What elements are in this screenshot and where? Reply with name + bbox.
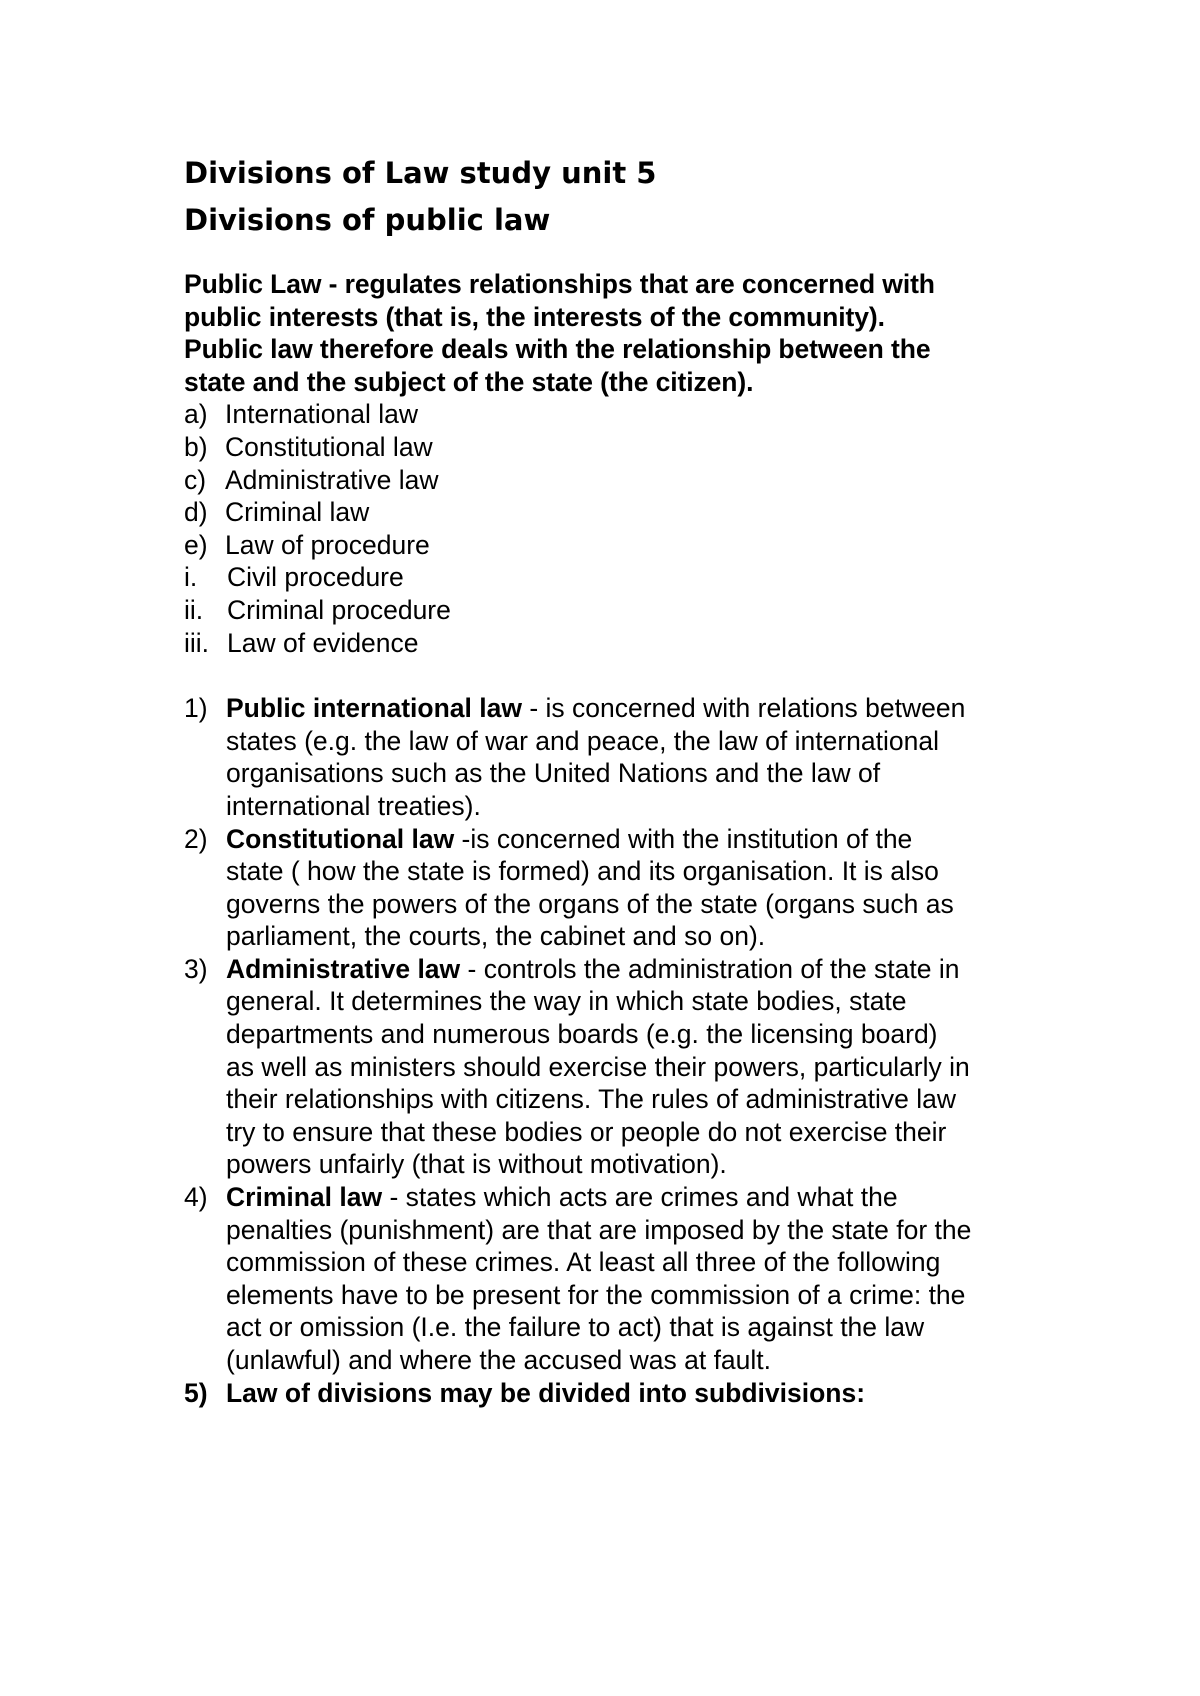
list-marker: b) — [184, 431, 208, 462]
explanation-constitutional-law — [184, 823, 1064, 953]
explanation-line: states (e.g. the law of war and peace, the law of international — [226, 725, 939, 756]
subdivision-item-civil-procedure — [184, 561, 1064, 594]
list-number: 5) — [184, 1377, 208, 1408]
division-label: Law of procedure — [225, 529, 430, 560]
list-marker: ii. — [184, 594, 204, 625]
definition-line: Public Law - regulates relationships that are concerned with — [184, 269, 935, 299]
explanation-first-line — [226, 1181, 1064, 1214]
definition-line: Public law therefore deals with the relationship between the — [184, 334, 931, 365]
explanation-term: Public international law — [226, 693, 522, 724]
definition-line: public interests (that is, the interests of the community). — [184, 301, 885, 332]
document-content — [184, 150, 1064, 1409]
explanation-first-line — [226, 953, 1064, 986]
explanation-subdivisions — [184, 1377, 1064, 1410]
list-number: 4) — [184, 1182, 208, 1213]
division-label: Constitutional law — [225, 431, 433, 462]
document-subtitle: Divisions of public law — [184, 203, 551, 237]
definition-line: state and the subject of the state (the citizen). — [184, 366, 754, 397]
explanation-line: elements have to be present for the commission of a crime: the — [226, 1279, 966, 1310]
list-number: 1) — [184, 693, 208, 724]
division-item-constitutional-law — [184, 431, 1064, 464]
explanation-line: penalties (punishment) are that are imposed by the state for the — [226, 1214, 972, 1245]
explanation-line: powers unfairly (that is without motivation). — [226, 1149, 727, 1180]
list-marker: i. — [184, 562, 198, 593]
subdivisions-heading: Law of divisions may be divided into subdivisions: — [226, 1377, 866, 1408]
explanation-line: try to ensure that these bodies or people do not exercise their — [226, 1116, 947, 1147]
list-marker: iii. — [184, 627, 210, 658]
division-item-international-law — [184, 398, 1064, 431]
list-number: 3) — [184, 953, 208, 984]
explanation-line: governs the powers of the organs of the state (organs such as — [226, 888, 954, 919]
list-marker: a) — [184, 399, 208, 430]
explanation-administrative-law — [184, 953, 1064, 1181]
division-label: Criminal law — [225, 497, 370, 528]
subdivision-item-criminal-procedure — [184, 594, 1064, 627]
division-item-administrative-law — [184, 464, 1064, 497]
explanation-text: -is concerned with the institution of the — [454, 823, 913, 854]
document-title: Divisions of Law study unit 5 — [184, 156, 657, 190]
explanation-line: departments and numerous boards (e.g. the licensing board) — [226, 1019, 938, 1050]
explanations-list — [184, 692, 1064, 1409]
explanation-text: - controls the administration of the state in — [460, 953, 960, 984]
division-item-criminal-law — [184, 496, 1064, 529]
subdivision-label: Civil procedure — [227, 562, 404, 593]
explanation-line: their relationships with citizens. The rules of administrative law — [226, 1084, 957, 1115]
division-label: International law — [225, 399, 418, 430]
explanation-line: act or omission (I.e. the failure to act) that is against the law — [226, 1312, 925, 1343]
explanation-line: parliament, the courts, the cabinet and so on). — [226, 921, 766, 952]
divisions-list — [184, 398, 1064, 659]
explanation-text: - states which acts are crimes and what the — [382, 1182, 898, 1213]
explanation-term: Administrative law — [226, 953, 461, 984]
subdivision-label: Law of evidence — [227, 627, 419, 658]
explanation-line: international treaties). — [226, 790, 481, 821]
explanation-public-international-law — [184, 692, 1064, 822]
explanation-line: general. It determines the way in which state bodies, state — [226, 986, 907, 1017]
list-number: 2) — [184, 823, 208, 854]
explanation-first-line — [226, 823, 1064, 856]
explanation-criminal-law — [184, 1181, 1064, 1377]
list-marker: e) — [184, 529, 208, 560]
list-marker: c) — [184, 464, 207, 495]
subdivision-item-law-of-evidence — [184, 627, 1064, 660]
division-label: Administrative law — [225, 464, 439, 495]
subdivision-label: Criminal procedure — [227, 594, 451, 625]
explanation-line: as well as ministers should exercise their powers, particularly in — [226, 1051, 970, 1082]
explanation-line: state ( how the state is formed) and its organisation. It is also — [226, 856, 939, 887]
explanation-line: (unlawful) and where the accused was at fault. — [226, 1345, 772, 1375]
explanation-term: Constitutional law — [226, 823, 455, 854]
explanation-term: Criminal law — [226, 1182, 383, 1213]
explanation-first-line — [226, 692, 1064, 725]
public-law-definition — [184, 268, 1064, 398]
list-marker: d) — [184, 497, 208, 528]
explanation-line: commission of these crimes. At least all three of the following — [226, 1247, 941, 1278]
explanation-line: organisations such as the United Nations and the law of — [226, 758, 881, 789]
explanation-text: - is concerned with relations between — [521, 693, 966, 724]
division-item-law-of-procedure — [184, 529, 1064, 562]
